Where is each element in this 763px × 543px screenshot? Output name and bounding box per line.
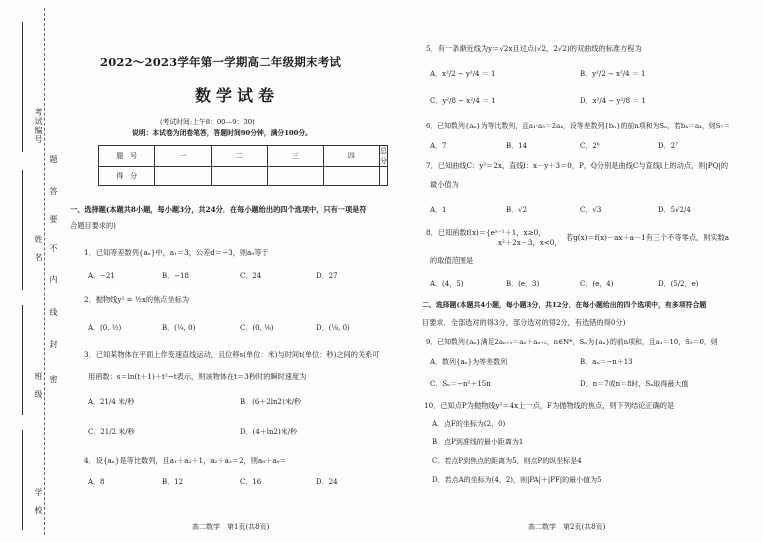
page-footer-1: 高二数学 第1页(共8页) [192, 523, 270, 531]
left-column [70, 0, 388, 543]
exam-instructions: 说明：本试卷为闭卷笔答，答题时间90分钟，满分100分。 [132, 129, 312, 137]
page-footer-2: 高二数学 第2页(共8页) [528, 523, 606, 531]
exam-no-label: 考试编号 [34, 108, 43, 144]
score-input[interactable] [379, 167, 387, 186]
q2-option-c: C．(0, ⅛) [240, 324, 274, 332]
question-8: 8．已知函数f(x)＝{eˣ⁻¹＋1，x≥0， [426, 228, 546, 237]
q10-option-c: C．若点P到焦点的距离为5，则点P的纵坐标是4 [432, 457, 582, 465]
name-label: 姓 名 [34, 235, 43, 262]
q9-option-b: B．aₙ＝−n＋13 [580, 358, 633, 366]
q5-option-c: C．y²/8 − x²/4 ＝ 1 [430, 97, 496, 105]
q7-option-b: B．√2 [506, 206, 528, 214]
section1-heading-cont: 合题目要求的) [70, 221, 116, 230]
seal-char: 封 [49, 340, 58, 348]
question-1: 1．已知等差数列{aₙ}中，a₁＝3，公差d＝−3，则a₈等于 [84, 248, 269, 257]
score-table [98, 145, 388, 186]
seal-char: 答 [49, 187, 58, 195]
score-input[interactable] [267, 167, 323, 186]
question-5: 5．有一条渐近线为y＝√2x且过点(√2，2√2)的双曲线的标准方程为 [426, 44, 642, 53]
q8-option-a: A．(4，5) [430, 280, 464, 288]
q5-option-b: B．y²/2 − x²/4 ＝ 1 [580, 70, 646, 78]
exam-time: (考试时间:上午8：00—9：30) [160, 118, 255, 126]
table-cell: 一 [155, 146, 211, 167]
table-cell: 三 [267, 146, 323, 167]
q4-option-c: C．16 [240, 478, 262, 486]
q7-option-d: D．5√2/4 [658, 206, 691, 214]
score-input[interactable] [211, 167, 267, 186]
table-cell: 四 [323, 146, 379, 167]
q6-option-b: B．14 [506, 142, 528, 150]
question-7-cont: 最小值为 [430, 180, 459, 189]
question-8-piece: x²＋2x－3，x<0， [498, 238, 562, 247]
class-blank [22, 305, 23, 415]
class-label: 班 级 [34, 372, 43, 399]
q4-option-b: B．12 [162, 478, 184, 486]
section2-heading-cont: 目要求．全部选对的得3分，部分选对的得2分，有选错的得0分) [422, 318, 626, 327]
q10-option-a: A．点F的坐标为(2，0) [432, 420, 506, 428]
seal-char: 线 [49, 308, 58, 316]
section1-heading: 一、选择题(本题共8小题，每小题3分，共24分．在每小题给出的四个选项中，只有一项是符 [70, 205, 367, 214]
school-blank [22, 430, 23, 530]
school-label: 学 校 [34, 488, 43, 515]
question-2: 2．抛物线y² = ½x的焦点坐标为 [84, 295, 190, 304]
cut-line [44, 8, 45, 535]
q8-option-d: D．(5/2，e) [658, 280, 699, 288]
table-cell: 得 分 [99, 167, 155, 186]
seal-char: 题 [49, 155, 58, 163]
question-4: 4．设{aₙ}是等比数列，且a₁＋a₂＋1，a₂＋a₃＝2，则a₈＋a₉＝ [84, 456, 287, 465]
score-input[interactable] [323, 167, 379, 186]
q1-option-c: C．24 [240, 272, 262, 280]
q5-option-a: A．x²/2 − y²/4 ＝ 1 [430, 70, 496, 78]
subject-title: 数学试卷 [195, 86, 280, 105]
question-9: 9．已知数列{aₙ}满足2aₙ₊₁＝aₙ＋aₙ₊₂，n∈N*，Sₙ为{aₙ}的前n项和，且a₁＝10，S₃＝0，则 [426, 338, 718, 346]
question-10: 10．已知点P为抛物线y²＝4x上一点，F为抛物线的焦点，则下列结论正确的是 [424, 401, 675, 410]
q10-option-d: D．若点A的坐标为(4，2)，则|PA|＋|PF|的最小值为5 [432, 476, 602, 484]
q7-option-a: A．1 [430, 206, 447, 214]
q1-option-d: D．27 [316, 272, 338, 280]
q2-option-a: A．(0, ½) [88, 324, 122, 332]
q9-option-c: C．Sₙ＝−n²＋15n [430, 380, 491, 388]
q2-option-d: D．(⅛, 0) [316, 324, 350, 332]
score-input[interactable] [155, 167, 211, 186]
q9-option-a: A．数列{aₙ}为等差数列 [430, 358, 508, 366]
q3-option-b: B．(6＋2ln2)米/秒 [240, 398, 302, 406]
seal-char: 不 [49, 244, 58, 252]
q5-option-d: D．x²/4 − y²/8 ＝ 1 [580, 97, 646, 105]
question-7: 7．已知曲线C：y²＝2x，直线l：x－y＋3＝0，P，Q分别是曲线C与直线l上的动点，则|PQ|的 [426, 161, 729, 170]
q3-option-c: C．21/2 米/秒 [88, 428, 135, 436]
exam-title: 2022～2023学年第一学期高二年级期末考试 [100, 55, 342, 69]
question-3-cont: 用函数：s＝ln(t＋1)＋t²−t表示，则该物体在t＝3秒时的瞬时速度为 [88, 372, 307, 381]
table-row [99, 167, 388, 186]
q6-option-a: A．7 [430, 142, 447, 150]
q6-option-d: D．2⁷ [658, 142, 678, 150]
q8-option-b: B．(e，3) [506, 280, 540, 288]
right-column [418, 0, 758, 543]
table-cell: 题 号 [99, 146, 155, 167]
seal-char: 密 [49, 375, 58, 383]
q9-option-d: D．n＝7或n＝8时，Sₙ取得最大值 [580, 380, 689, 388]
q1-option-b: B．−18 [162, 272, 189, 280]
q3-option-a: A．21/4 米/秒 [88, 398, 135, 406]
table-cell: 总 分 [379, 147, 387, 165]
q4-option-a: A．8 [88, 478, 105, 486]
question-8-cond: 若g(x)＝f(x)－ax＋a－1有三个不等零点，则实数a [566, 233, 730, 242]
q4-option-d: D．24 [316, 478, 338, 486]
q7-option-c: C．√3 [580, 206, 602, 214]
q6-option-c: C．2⁶ [580, 142, 600, 150]
q10-option-b: B．点P到准线的最小距离为1 [432, 438, 524, 446]
question-6: 6．已知数列{aₙ}为等比数列，且a₁·a₅＝2a₄，设等差数列{bₙ}的前n项和为Sₙ，若b₄＝a₄，则S₇＝ [426, 122, 730, 130]
question-3: 3．已知某物体在平面上作变速直线运动，且位移s(单位：米)与时间t(单位：秒)之间的关系可 [84, 350, 380, 359]
name-blank [22, 170, 23, 290]
binding-margin [0, 0, 62, 543]
table-row [99, 146, 388, 167]
q8-option-c: C．(e，4) [580, 280, 614, 288]
exam-no-blank [22, 22, 23, 152]
table-cell: 二 [211, 146, 267, 167]
q2-option-b: B．(¼, 0) [162, 324, 196, 332]
seal-char: 内 [49, 275, 58, 283]
seal-char: 要 [49, 215, 58, 223]
section2-heading: 二、选择题(本题共4小题，每小题3分，共12分．在每小题给出的四个选项中，有多项符合题 [422, 301, 707, 309]
q3-option-d: D．(4＋ln2)米/秒 [240, 428, 298, 436]
q1-option-a: A．−21 [88, 272, 115, 280]
question-8-cont: 的取值范围是 [430, 256, 474, 265]
